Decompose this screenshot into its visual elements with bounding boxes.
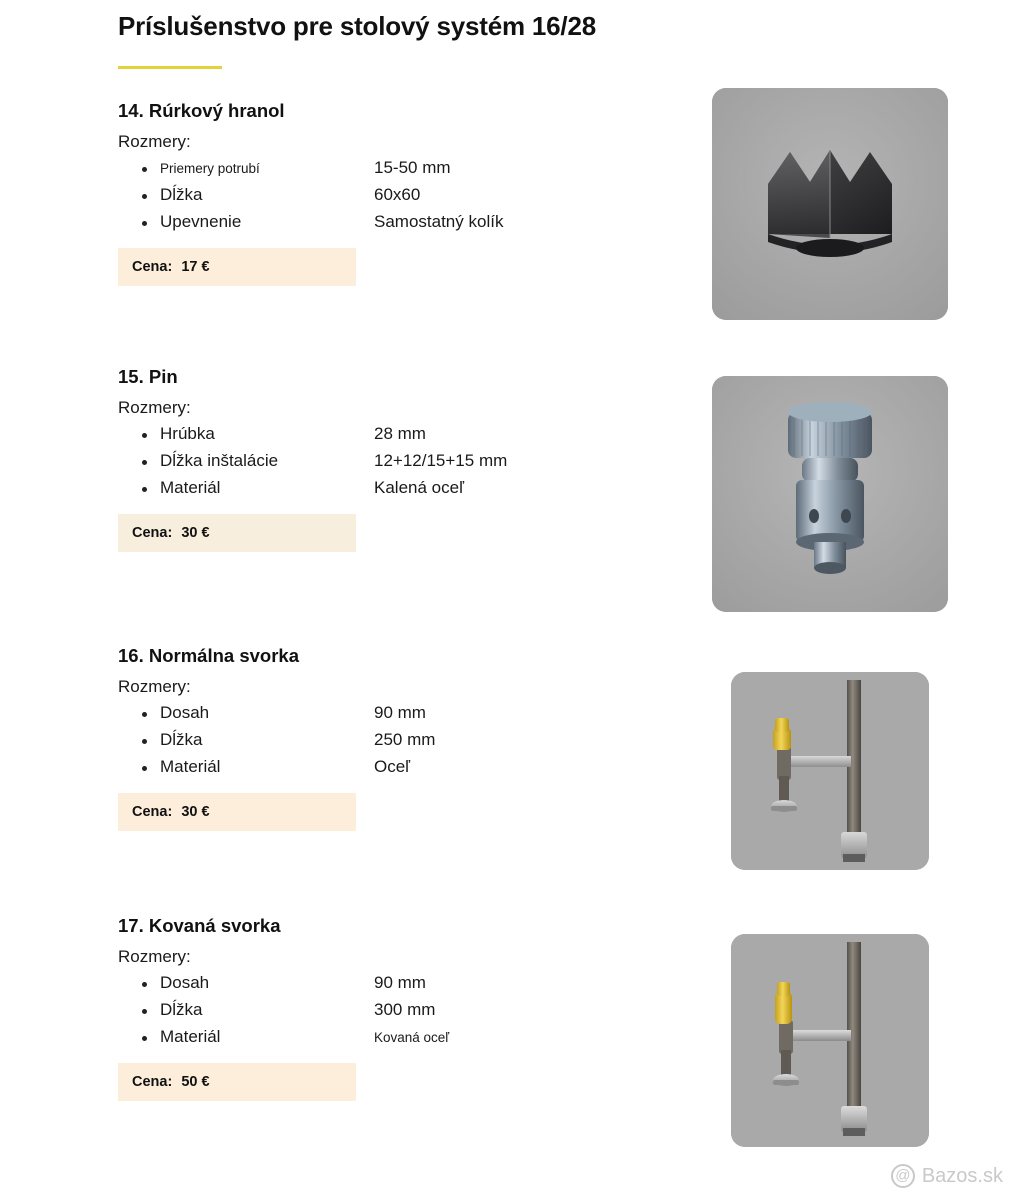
list-item: [118, 703, 640, 725]
watermark-text: Bazos.sk: [921, 1164, 1003, 1187]
list-item: [118, 212, 640, 234]
price-value: 30 €: [181, 525, 210, 541]
product-item: [0, 100, 640, 286]
price-box: [118, 514, 356, 552]
spec-label: Upevnenie: [160, 212, 242, 231]
spec-label: Materiál: [160, 1027, 221, 1046]
list-item: [118, 757, 640, 779]
pin-photo: [712, 376, 948, 612]
product-details: [0, 366, 640, 552]
spec-list: [118, 703, 640, 779]
spec-label: Dosah: [160, 973, 210, 992]
spec-value: 12+12/15+15 mm: [374, 451, 508, 470]
document-header: [0, 0, 1023, 44]
spec-label: Dosah: [160, 703, 210, 722]
spec-label: Dĺžka: [160, 185, 203, 204]
spec-list: [118, 158, 640, 234]
list-item: [118, 730, 640, 752]
list-item: [118, 185, 640, 207]
product-title: 17. Kovaná svorka: [118, 915, 281, 936]
product-image-forged-clamp: [731, 934, 929, 1147]
spec-value: Kalená oceľ: [374, 478, 465, 497]
spec-value: 300 mm: [374, 1000, 436, 1019]
standard-clamp-photo: [731, 672, 929, 870]
title-underline-rule: [118, 66, 222, 69]
spec-label: Priemery potrubí: [160, 161, 260, 176]
product-image-tube-prism: [712, 88, 948, 320]
product-title: 16. Normálna svorka: [118, 645, 299, 666]
spec-value: Kovaná oceľ: [374, 1030, 450, 1045]
forged-clamp-photo: [731, 934, 929, 1147]
watermark: [891, 1164, 1003, 1188]
spec-label: Dĺžka: [160, 1000, 203, 1019]
spec-label: Materiál: [160, 478, 221, 497]
product-item: [0, 366, 640, 552]
price-box: [118, 248, 356, 286]
dimensions-label: Rozmery:: [118, 398, 191, 417]
spec-value: Samostatný kolík: [374, 212, 504, 231]
spec-value: 90 mm: [374, 973, 426, 992]
price-box: [118, 1063, 356, 1101]
price-value: 30 €: [181, 804, 210, 820]
price-label: Cena:: [132, 1074, 173, 1090]
spec-label: Dĺžka inštalácie: [160, 451, 279, 470]
spec-value: 28 mm: [374, 424, 426, 443]
spec-list: [118, 973, 640, 1049]
at-icon: @: [891, 1164, 915, 1188]
price-label: Cena:: [132, 804, 173, 820]
product-details: [0, 100, 640, 286]
spec-value: Oceľ: [374, 757, 411, 776]
price-value: 50 €: [181, 1074, 210, 1090]
product-details: [0, 915, 640, 1101]
image-canvas: [712, 376, 948, 612]
price-label: Cena:: [132, 525, 173, 541]
list-item: [118, 973, 640, 995]
tube-prism-photo: [712, 88, 948, 320]
price-label: Cena:: [132, 259, 173, 275]
product-item: [0, 915, 640, 1101]
list-item: [118, 478, 640, 500]
image-canvas: [731, 672, 929, 870]
spec-value: 90 mm: [374, 703, 426, 722]
spec-label: Dĺžka: [160, 730, 203, 749]
dimensions-label: Rozmery:: [118, 132, 191, 151]
list-item: [118, 158, 640, 180]
spec-value: 250 mm: [374, 730, 436, 749]
dimensions-label: Rozmery:: [118, 947, 191, 966]
list-item: [118, 451, 640, 473]
product-item: [0, 645, 640, 831]
product-image-standard-clamp: [731, 672, 929, 870]
spec-list: [118, 424, 640, 500]
price-value: 17 €: [181, 259, 210, 275]
spec-label: Materiál: [160, 757, 221, 776]
list-item: [118, 1027, 640, 1049]
product-details: [0, 645, 640, 831]
product-title: 15. Pin: [118, 366, 178, 387]
image-canvas: [731, 934, 929, 1147]
list-item: [118, 424, 640, 446]
product-image-pin: [712, 376, 948, 612]
list-item: [118, 1000, 640, 1022]
product-title: 14. Rúrkový hranol: [118, 100, 285, 121]
price-box: [118, 793, 356, 831]
spec-value: 60x60: [374, 185, 421, 204]
spec-value: 15-50 mm: [374, 158, 451, 177]
page-title: Príslušenstvo pre stolový systém 16/28: [118, 11, 596, 41]
spec-label: Hrúbka: [160, 424, 215, 443]
image-canvas: [712, 88, 948, 320]
dimensions-label: Rozmery:: [118, 677, 191, 696]
